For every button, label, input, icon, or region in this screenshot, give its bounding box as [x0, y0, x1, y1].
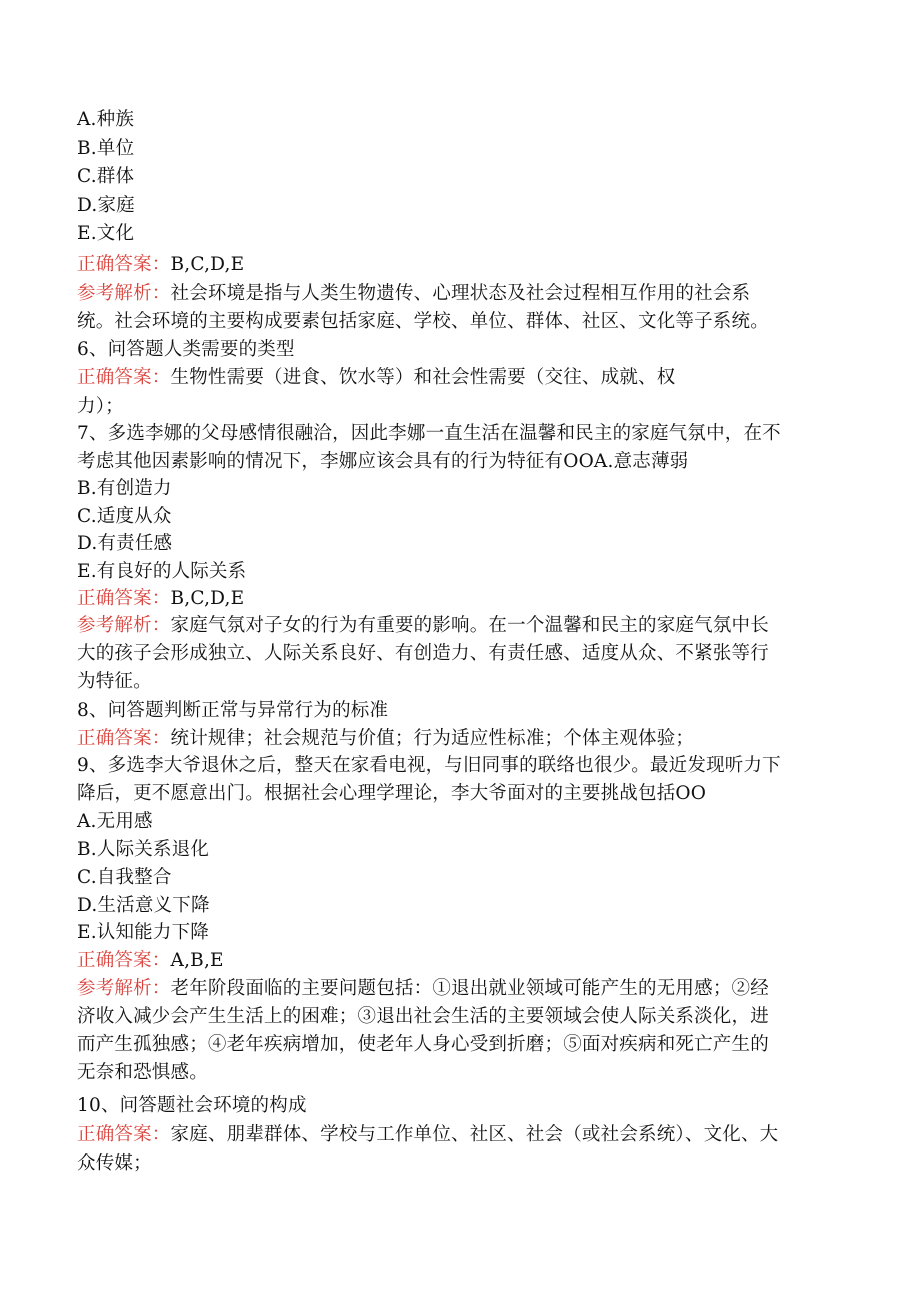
analysis-text: 社会环境是指与人类生物遗传、心理状态及社会过程相互作用的社会系 [170, 283, 751, 304]
q7-analysis-cont-2: 为特征。 [77, 671, 152, 692]
q7-option-c: C.适度从众 [77, 506, 172, 527]
q8-answer [77, 728, 694, 750]
q7-option-e: E.有良好的人际关系 [77, 561, 247, 582]
q9-option-e: E.认知能力下降 [77, 922, 209, 943]
q10-title: 10、问答题社会环境的构成 [77, 1095, 307, 1116]
q9-analysis-cont-2: 而产生孤独感；④老年疾病增加，使老年人身心受到折磨；⑤面对疾病和死亡产生的 [77, 1034, 769, 1055]
answer-value: B,C,D,E [170, 588, 245, 609]
answer-value: 家庭、朋辈群体、学校与工作单位、社区、社会（或社会系统）、文化、大 [170, 1124, 779, 1145]
q6-answer-cont: 力）； [77, 396, 124, 417]
q9-title-cont: 降后，更不愿意出门。根据社会心理学理论，李大爷面对的主要挑战包括OO [77, 783, 707, 804]
answer-value: A,B,E [170, 950, 224, 971]
answer-value: 生物性需要（进食、饮水等）和社会性需要（交往、成就、权 [170, 367, 676, 388]
q5-analysis [77, 283, 750, 305]
q5-option-d: D.家庭 [77, 195, 135, 216]
q7-analysis-cont-1: 大的孩子会形成独立、人际关系良好、有创造力、有责任感、适度从众、不紧张等行 [77, 643, 769, 664]
q7-analysis [77, 615, 769, 637]
analysis-text: 家庭气氛对子女的行为有重要的影响。在一个温馨和民主的家庭气氛中长 [170, 615, 769, 636]
analysis-label: 参考解析： [77, 615, 171, 636]
q9-option-a: A.无用感 [77, 811, 153, 832]
q7-option-d: D.有责任感 [77, 533, 173, 554]
analysis-text: 老年阶段面临的主要问题包括：①退出就业领域可能产生的无用感；②经 [170, 978, 769, 999]
q7-option-b: B.有创造力 [77, 478, 172, 499]
answer-label: 正确答案： [77, 1124, 171, 1145]
q10-answer-cont: 众传媒； [77, 1153, 152, 1174]
q5-option-e: E.文化 [77, 223, 135, 244]
answer-value: B,C,D,E [170, 254, 245, 275]
q5-option-c: C.群体 [77, 166, 135, 187]
answer-label: 正确答案： [77, 728, 171, 749]
q10-answer [77, 1124, 778, 1146]
q8-title: 8、问答题判断正常与异常行为的标准 [77, 700, 389, 721]
answer-label: 正确答案： [77, 950, 171, 971]
q9-option-c: C.自我整合 [77, 867, 172, 888]
q7-title: 7、多选李娜的父母感情很融洽，因此李娜一直生活在温馨和民主的家庭气氛中，在不 [77, 423, 781, 444]
q9-title: 9、多选李大爷退休之后，整天在家看电视，与旧同事的联络也很少。最近发现听力下 [77, 755, 781, 776]
q7-answer [77, 588, 244, 610]
q9-answer [77, 950, 224, 972]
q6-answer [77, 367, 675, 389]
q6-title: 6、问答题人类需要的类型 [77, 339, 295, 360]
answer-value: 统计规律；社会规范与价值；行为适应性标准；个体主观体验； [170, 728, 695, 749]
q5-analysis-cont: 统。社会环境的主要构成要素包括家庭、学校、单位、群体、社区、文化等子系统。 [77, 311, 769, 332]
q7-title-cont: 考虑其他因素影响的情况下，李娜应该会具有的行为特征有OOA.意志薄弱 [77, 451, 689, 472]
q9-option-b: B.人际关系退化 [77, 839, 210, 860]
q9-analysis [77, 978, 769, 1000]
q9-analysis-cont-3: 无奈和恐惧感。 [77, 1062, 208, 1083]
q5-option-b: B.单位 [77, 138, 135, 159]
answer-label: 正确答案： [77, 367, 171, 388]
answer-label: 正确答案： [77, 254, 171, 275]
analysis-label: 参考解析： [77, 978, 171, 999]
analysis-label: 参考解析： [77, 283, 171, 304]
q9-option-d: D.生活意义下降 [77, 895, 210, 916]
q5-answer [77, 254, 244, 276]
answer-label: 正确答案： [77, 588, 171, 609]
q5-option-a: A.种族 [77, 109, 135, 130]
q9-analysis-cont-1: 济收入减少会产生生活上的困难；③退出社会生活的主要领域会使人际关系淡化，进 [77, 1006, 769, 1027]
